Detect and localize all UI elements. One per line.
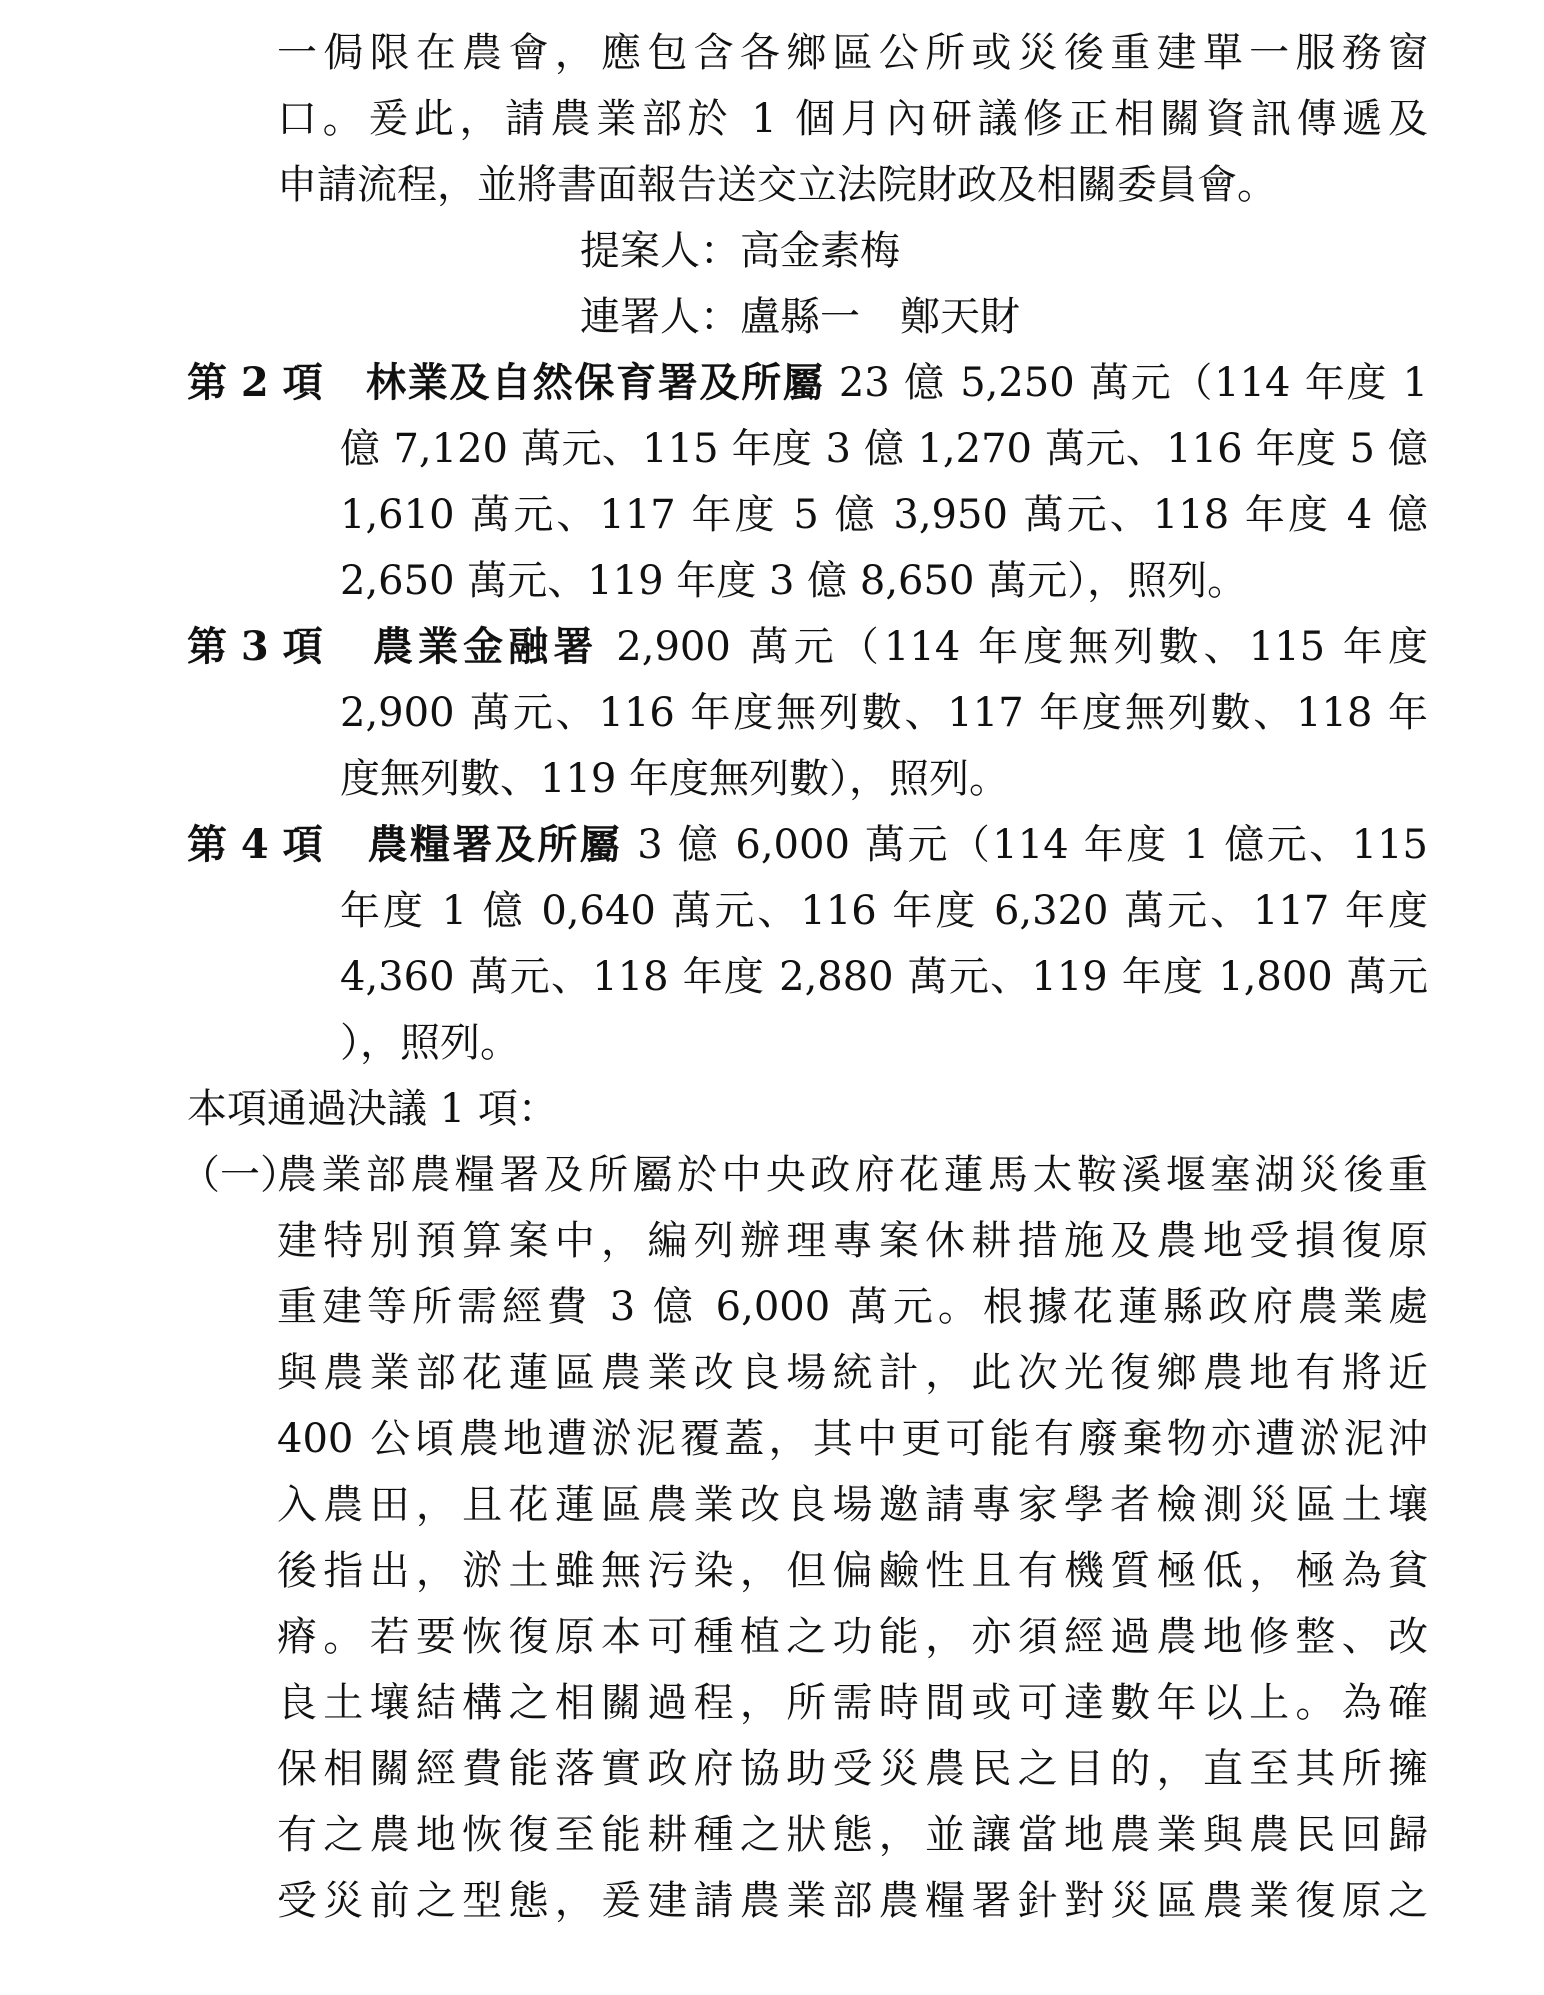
item-3-org: 農業金融署 [372, 623, 599, 670]
intro-line-1: 一侷限在農會，應包含各鄉區公所或災後重建單一服務窗 [277, 30, 1428, 76]
intro-line-3: 申請流程，並將書面報告送交立法院財政及相關委員會。 [277, 162, 1277, 208]
resolution-line-5: 400 公頃農地遭淤泥覆蓋，其中更可能有廢棄物亦遭淤泥沖 [277, 1416, 1428, 1462]
cosigner-line: 連署人：盧縣一 鄭天財 [580, 294, 1020, 340]
resolution-line-4: 與農業部花蓮區農業改良場統計，此次光復鄉農地有將近 [277, 1350, 1428, 1396]
item-2-line-4: 2,650 萬元、119 年度 3 億 8,650 萬元），照列。 [340, 558, 1248, 604]
resolution-line-11: 有之農地恢復至能耕種之狀態，並讓當地農業與農民回歸 [277, 1812, 1428, 1858]
intro-line-2: 口。爰此，請農業部於 1 個月內研議修正相關資訊傳遞及 [277, 96, 1428, 142]
item-4-line-4: ），照列。 [340, 1020, 520, 1066]
item-3-label: 第 3 項 [187, 623, 323, 670]
resolution-line-10: 保相關經費能落實政府協助受災農民之目的，直至其所擁 [277, 1746, 1428, 1792]
resolution-line-1: 農業部農糧署及所屬於中央政府花蓮馬太鞍溪堰塞湖災後重 [277, 1152, 1428, 1198]
item-2-org: 林業及自然保育署及所屬 [366, 359, 825, 406]
item-3-amount: 2,900 萬元（114 年度無列數、115 年度 [616, 624, 1429, 670]
resolution-line-12: 受災前之型態，爰建請農業部農糧署針對災區農業復原之 [277, 1878, 1428, 1924]
item-4-org: 農糧署及所屬 [367, 821, 623, 868]
resolution-line-6: 入農田，且花蓮區農業改良場邀請專家學者檢測災區土壤 [277, 1482, 1428, 1528]
item-3-heading [187, 614, 1428, 680]
resolution-line-2: 建特別預算案中，編列辦理專案休耕措施及農地受損復原 [277, 1218, 1428, 1264]
resolution-number: （一） [180, 1152, 300, 1198]
item-4-line-2: 年度 1 億 0,640 萬元、116 年度 6,320 萬元、117 年度 [340, 888, 1428, 934]
item-3-line-3: 度無列數、119 年度無列數），照列。 [340, 756, 1010, 802]
item-4-line-3: 4,360 萬元、118 年度 2,880 萬元、119 年度 1,800 萬元 [340, 954, 1428, 1000]
resolution-line-7: 後指出，淤土雖無污染，但偏鹼性且有機質極低，極為貧 [277, 1548, 1428, 1594]
item-2-label: 第 2 項 [187, 359, 323, 406]
resolution-line-9: 良土壤結構之相關過程，所需時間或可達數年以上。為確 [277, 1680, 1428, 1726]
item-2-heading [187, 350, 1428, 416]
item-2-line-3: 1,610 萬元、117 年度 5 億 3,950 萬元、118 年度 4 億 [340, 492, 1428, 538]
item-4-label: 第 4 項 [187, 821, 323, 868]
item-3-line-2: 2,900 萬元、116 年度無列數、117 年度無列數、118 年 [340, 690, 1428, 736]
resolution-heading: 本項通過決議 1 項： [187, 1086, 558, 1132]
resolution-line-8: 瘠。若要恢復原本可種植之功能，亦須經過農地修整、改 [277, 1614, 1428, 1660]
item-4-heading [187, 812, 1428, 878]
item-2-line-2: 億 7,120 萬元、115 年度 3 億 1,270 萬元、116 年度 5 億 [340, 426, 1428, 472]
resolution-line-3: 重建等所需經費 3 億 6,000 萬元。根據花蓮縣政府農業處 [277, 1284, 1428, 1330]
item-2-amount: 23 億 5,250 萬元（114 年度 1 [838, 360, 1429, 406]
item-4-amount: 3 億 6,000 萬元（114 年度 1 億元、115 [637, 822, 1428, 868]
proposer-line: 提案人：高金素梅 [580, 228, 900, 274]
